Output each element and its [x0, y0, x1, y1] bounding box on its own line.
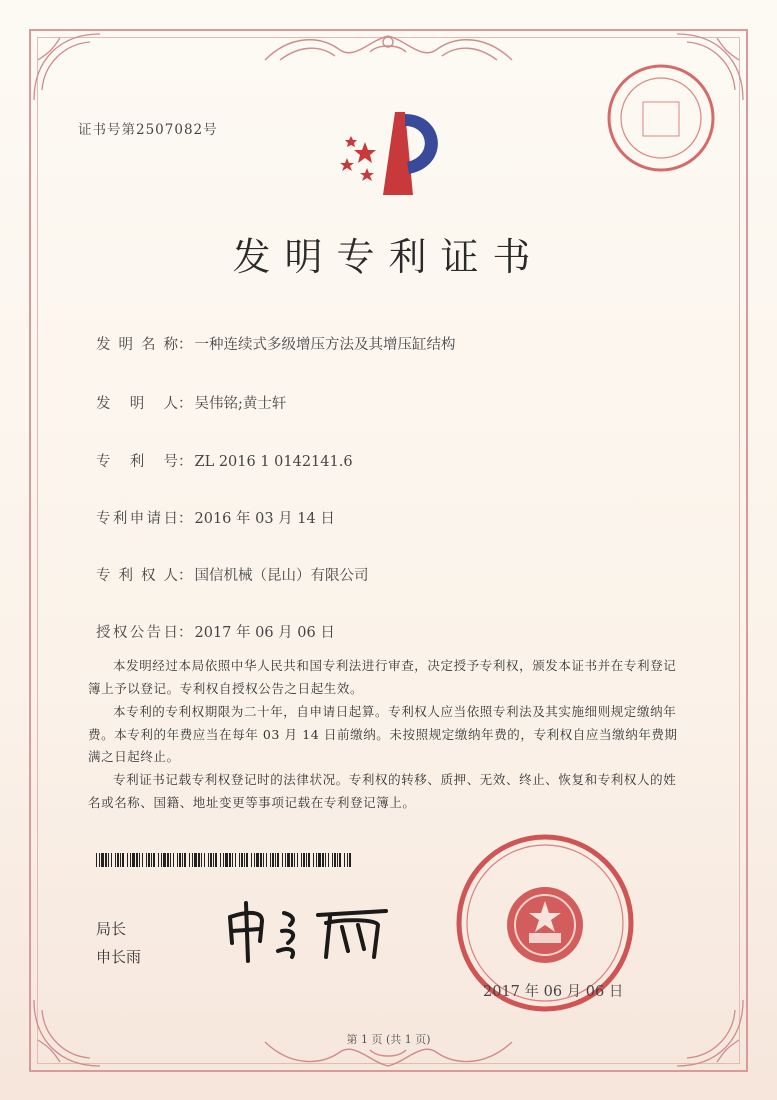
corner-ornament-br — [667, 990, 747, 1070]
top-ornament — [260, 30, 517, 66]
field-value: 一种连续式多级增压方法及其增压缸结构 — [194, 337, 456, 353]
field-label: 授权公告日 — [96, 625, 178, 641]
certificate-number: 证书号第2507082号 — [78, 122, 218, 138]
field-grant-date: 授权公告日： 2017 年 06 月 06 日 — [96, 621, 335, 642]
body-paragraph: 专利证书记载专利权登记时的法律状况。专利权的转移、质押、无效、终止、恢复和专利权人的姓名或名称、国籍、地址变更等事项记载在专利登记簿上。 — [88, 772, 677, 810]
tax-stamp — [605, 62, 717, 174]
field-patent-number: 专利号： ZL 2016 1 0142141.6 — [96, 450, 353, 471]
field-label: 发明名称 — [96, 337, 178, 353]
corner-ornament-bl — [30, 990, 110, 1070]
field-patentee: 专利权人： 国信机械（昆山）有限公司 — [96, 564, 369, 585]
field-label: 专利申请日 — [96, 511, 178, 527]
barcode — [96, 853, 351, 867]
field-value: 国信机械（昆山）有限公司 — [194, 568, 369, 584]
certificate-title: 发明专利证书 — [232, 235, 545, 279]
field-value: 吴伟铭;黄士轩 — [194, 396, 287, 412]
patent-office-logo — [325, 100, 455, 200]
field-value: ZL 2016 1 0142141.6 — [194, 454, 353, 470]
field-application-date: 专利申请日： 2016 年 03 月 14 日 — [96, 507, 335, 528]
corner-ornament-tl — [30, 30, 110, 110]
field-value: 2017 年 06 月 06 日 — [194, 625, 335, 641]
director-name: 申长雨 — [96, 948, 142, 966]
body-paragraph: 本发明经过本局依照中华人民共和国专利法进行审查，决定授予专利权，颁发本证书并在专利登记簿上予以登记。专利权自授权公告之日起生效。 — [88, 658, 677, 696]
field-invention-name: 发明名称： 一种连续式多级增压方法及其增压缸结构 — [96, 333, 456, 354]
field-label: 专利号 — [96, 454, 178, 470]
body-paragraph: 本专利的专利权期限为二十年，自申请日起算。专利权人应当依照专利法及其实施细则规定缴纳年费。本专利的年费应当在每年 03 月 14 日前缴纳。未按照规定缴纳年费的，专利权自应当缴纳年费期满之日起终止。 — [88, 704, 678, 764]
field-label: 专利权人 — [96, 568, 178, 584]
field-inventor: 发明人： 吴伟铭;黄士轩 — [96, 392, 286, 413]
director-signature — [218, 895, 398, 965]
director-title: 局长 — [96, 920, 127, 938]
page-footer: 第 1 页 (共 1 页) — [346, 1033, 431, 1046]
issue-date: 2017 年 06 月 06 日 — [483, 984, 624, 1000]
field-value: 2016 年 03 月 14 日 — [194, 511, 335, 527]
field-label: 发明人 — [96, 396, 178, 412]
